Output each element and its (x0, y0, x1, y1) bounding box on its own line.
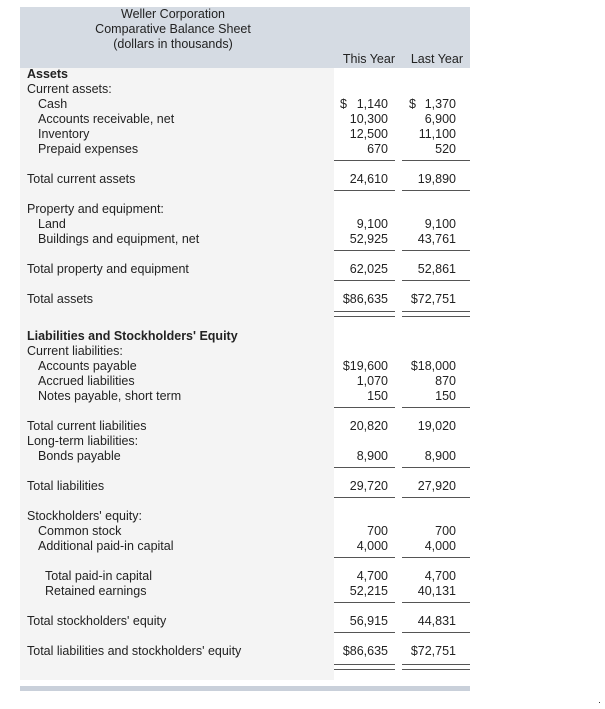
value-last-year: 6,900 (424, 112, 456, 126)
row-label: Inventory (38, 127, 90, 141)
row-label: Total paid-in capital (45, 569, 153, 583)
double-rule (402, 669, 470, 670)
value-last-year: $18,000 (410, 359, 456, 373)
row-label: Total liabilities and stockholders' equity (27, 644, 242, 658)
row-label: Notes payable, short term (38, 389, 182, 403)
double-rule (334, 316, 395, 317)
row-label: Accounts payable (38, 359, 137, 373)
subtotal-rule (334, 497, 395, 498)
row-label: Common stock (38, 524, 122, 538)
value-last-year: 27,920 (417, 479, 456, 493)
current-assets-heading: Current assets: (27, 82, 112, 96)
current-liabilities-heading: Current liabilities: (27, 344, 123, 358)
units-note: (dollars in thousands) (113, 37, 233, 51)
value-last-year: 43,761 (417, 232, 456, 246)
subtotal-rule (334, 407, 395, 408)
col-header-this-year: This Year (342, 52, 395, 66)
value-this-year: 12,500 (349, 127, 388, 141)
assets-heading: Assets (27, 67, 68, 81)
value-this-year: 52,215 (349, 584, 388, 598)
double-rule (334, 669, 395, 670)
currency-sign: $ (340, 97, 347, 111)
double-rule (402, 316, 470, 317)
value-this-year: 9,100 (356, 217, 388, 231)
subtotal-rule (402, 280, 470, 281)
row-label: Cash (38, 97, 68, 111)
value-this-year: 52,925 (349, 232, 388, 246)
value-this-year: $86,635 (342, 644, 388, 658)
value-this-year: 20,820 (349, 419, 388, 433)
subtotal-rule (402, 250, 470, 251)
ppe-heading: Property and equipment: (27, 202, 164, 216)
value-this-year: $86,635 (342, 292, 388, 306)
bottom-rule (20, 686, 470, 691)
row-label: Total stockholders' equity (27, 614, 167, 628)
row-label: Accrued liabilities (38, 374, 135, 388)
value-this-year: $19,600 (342, 359, 388, 373)
value-last-year: 4,000 (424, 539, 456, 553)
value-last-year: 9,100 (424, 217, 456, 231)
value-this-year: 4,700 (356, 569, 388, 583)
value-this-year: 62,025 (349, 262, 388, 276)
row-label: Accounts receivable, net (38, 112, 175, 126)
subtotal-rule (334, 557, 395, 558)
row-label: Total liabilities (27, 479, 105, 493)
value-last-year: 4,700 (424, 569, 456, 583)
row-label: Retained earnings (45, 584, 147, 598)
value-last-year: 1,370 (424, 97, 456, 111)
subtotal-rule (402, 602, 470, 603)
value-this-year: 24,610 (349, 172, 388, 186)
subtotal-rule (334, 280, 395, 281)
double-rule (334, 311, 395, 312)
subtotal-rule (402, 407, 470, 408)
row-label: Total assets (27, 292, 94, 306)
double-rule (402, 664, 470, 665)
double-rule (402, 311, 470, 312)
company-name: Weller Corporation (121, 7, 225, 21)
value-last-year: 19,020 (417, 419, 456, 433)
value-last-year: 520 (435, 142, 456, 156)
subtotal-rule (334, 250, 395, 251)
value-last-year: 8,900 (424, 449, 456, 463)
row-label: Buildings and equipment, net (38, 232, 200, 246)
value-this-year: 29,720 (349, 479, 388, 493)
value-this-year: 1,070 (356, 374, 388, 388)
value-last-year: 52,861 (417, 262, 456, 276)
subtotal-rule (402, 557, 470, 558)
value-last-year: 19,890 (417, 172, 456, 186)
subtotal-rule (334, 160, 395, 161)
subtotal-rule (334, 632, 395, 633)
col-header-last-year: Last Year (410, 52, 463, 66)
subtotal-rule (402, 467, 470, 468)
subtotal-rule (334, 467, 395, 468)
value-this-year: 4,000 (356, 539, 388, 553)
equity-heading: Stockholders' equity: (27, 509, 142, 523)
value-this-year: 8,900 (356, 449, 388, 463)
value-last-year: 870 (435, 374, 456, 388)
row-label: Land (38, 217, 66, 231)
value-this-year: 56,915 (349, 614, 388, 628)
longterm-liabilities-heading: Long-term liabilities: (27, 434, 139, 448)
liabilities-heading: Liabilities and Stockholders' Equity (27, 329, 238, 343)
value-last-year: 40,131 (417, 584, 456, 598)
currency-sign: $ (409, 97, 416, 111)
subtotal-rule (402, 497, 470, 498)
value-last-year: 44,831 (417, 614, 456, 628)
subtotal-rule (334, 190, 395, 191)
value-this-year: 1,140 (356, 97, 388, 111)
row-label: Total current assets (27, 172, 136, 186)
value-last-year: $72,751 (410, 292, 456, 306)
value-this-year: 10,300 (349, 112, 388, 126)
subtotal-rule (402, 632, 470, 633)
subtotal-rule (402, 160, 470, 161)
double-rule (334, 664, 395, 665)
value-this-year: 700 (367, 524, 388, 538)
subtotal-rule (334, 602, 395, 603)
stray-mark (599, 702, 600, 703)
value-this-year: 670 (367, 142, 388, 156)
value-last-year: 700 (435, 524, 456, 538)
row-label: Prepaid expenses (38, 142, 139, 156)
statement-title: Comparative Balance Sheet (95, 22, 251, 36)
row-label: Total property and equipment (27, 262, 189, 276)
row-label: Additional paid-in capital (38, 539, 174, 553)
value-last-year: $72,751 (410, 644, 456, 658)
subtotal-rule (402, 190, 470, 191)
value-this-year: 150 (367, 389, 388, 403)
value-last-year: 11,100 (418, 127, 456, 141)
row-label: Total current liabilities (27, 419, 147, 433)
value-last-year: 150 (435, 389, 456, 403)
row-label: Bonds payable (38, 449, 121, 463)
